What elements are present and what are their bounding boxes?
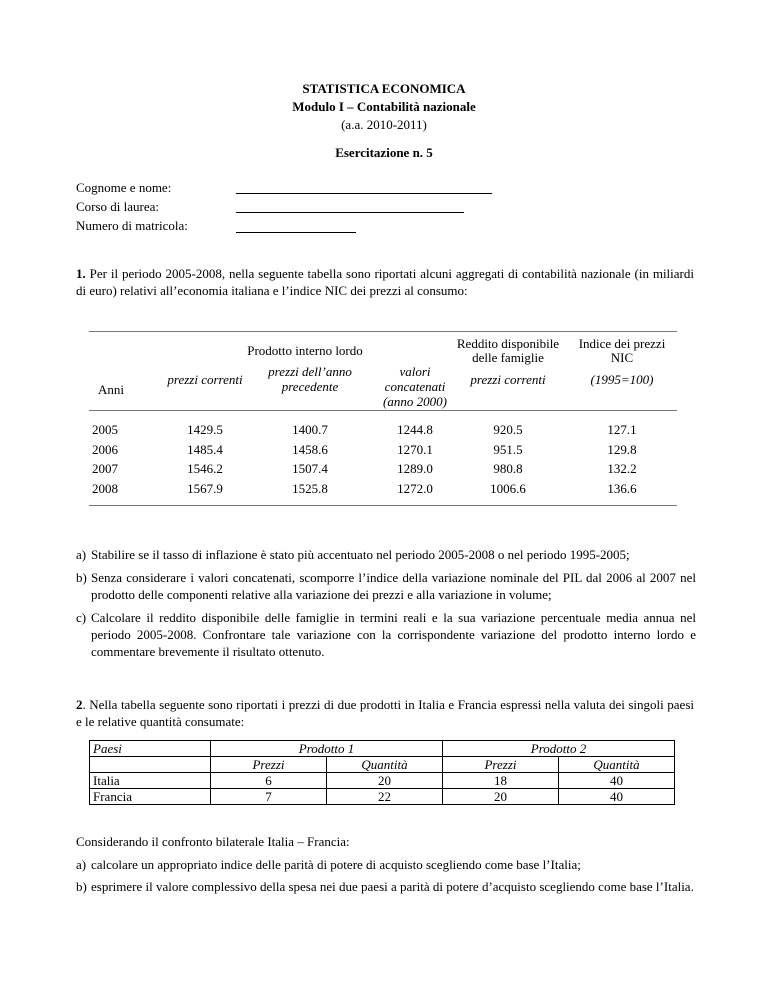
q1-item-a xyxy=(76,546,696,563)
t2-cell: 20 xyxy=(443,789,559,805)
table-header-rule xyxy=(89,410,677,411)
academic-year: (a.a. 2010-2011) xyxy=(341,117,427,132)
q2-number: 2 xyxy=(76,697,83,712)
q1-item-b-label: b) xyxy=(76,570,87,585)
header-reddito-2: delle famiglie xyxy=(472,350,544,365)
q2-lead: Considerando il confronto bilaterale Italia – Francia: xyxy=(76,834,350,849)
row-year: 2006 xyxy=(92,441,118,457)
table-row xyxy=(90,773,675,789)
header-indice-1: Indice dei prezzi xyxy=(578,336,666,351)
name-label: Cognome e nome: xyxy=(76,180,172,195)
q2-intro-text: . Nella tabella seguente sono riportati i prezzi di due prodotti in Italia e Francia espressi nella valuta dei singoli paesi e le relative quantità consumate: xyxy=(76,697,694,729)
q2-item-b-text: esprimere il valore complessivo della spesa nei due paesi a parità di potere d’acquisto scegliendo come base l’Italia. xyxy=(91,879,694,894)
table-cell: 132.2 xyxy=(607,461,637,476)
table-cell: 1272.0 xyxy=(397,480,433,496)
t2-cell: 40 xyxy=(559,789,675,805)
header-valori-3: (anno 2000) xyxy=(383,394,447,409)
table-cell: 1458.6 xyxy=(292,441,328,457)
t2-header-prezzi-1: Prezzi xyxy=(211,757,327,773)
table-cell: 1270.1 xyxy=(397,441,433,457)
t2-cell: Italia xyxy=(90,773,211,789)
header-reddito-1: Reddito disponibile xyxy=(456,336,560,351)
row-year: 2005 xyxy=(92,422,118,437)
q1-item-a-text: Stabilire se il tasso di inflazione è stato più accentuato nel periodo 2005-2008 o nel periodo 1995-2005; xyxy=(91,547,630,562)
table-cell: 1485.4 xyxy=(187,441,223,457)
q1-intro-text: Per il periodo 2005-2008, nella seguente tabella sono riportati alcuni aggregati di contabilità nazionale (in miliardi di euro) relativi all’economia italiana e l’indice NIC dei prezzi al consumo: xyxy=(76,266,694,298)
t2-header-quantita-1: Quantità xyxy=(327,757,443,773)
header-valori-2: concatenati xyxy=(384,379,446,394)
q1-item-b xyxy=(76,569,696,603)
name-blank-line[interactable] xyxy=(236,193,492,194)
q2-item-b-label: b) xyxy=(76,879,87,894)
table-cell: 136.6 xyxy=(607,480,637,496)
q2-item-a xyxy=(76,856,696,873)
q1-item-c-text: Calcolare il reddito disponibile delle famiglie in termini reali e la sua variazione percentuale media annua nel periodo 2005-2008. Confrontare tale variazione con la corrispondente variazione del prodotto interno lordo e commentare brevemente il risultato ottenuto. xyxy=(91,610,696,659)
q2-intro xyxy=(76,696,694,730)
q2-item-b xyxy=(76,878,696,895)
row-year: 2007 xyxy=(92,461,118,476)
table-cell: 1006.6 xyxy=(490,480,526,496)
t2-header-prod1: Prodotto 1 xyxy=(211,741,443,757)
header-indice-sub: (1995=100) xyxy=(590,372,654,387)
q1-item-b-text: Senza considerare i valori concatenati, scomporre l’indice della variazione nominale del PIL dal 2006 al 2007 nel prodotto delle componenti relative alla variazione dei prezzi e alla variazione in volume; xyxy=(91,570,696,602)
t2-cell: 22 xyxy=(327,789,443,805)
t2-cell: 6 xyxy=(211,773,327,789)
table-cell: 1429.5 xyxy=(187,422,223,437)
q2-table xyxy=(89,740,675,805)
t2-header-paesi: Paesi xyxy=(90,741,211,757)
module-title: Modulo I – Contabilità nazionale xyxy=(292,99,476,114)
t2-cell: 20 xyxy=(327,773,443,789)
q2-item-a-text: calcolare un appropriato indice delle parità di potere di acquisto scegliendo come base l’Italia; xyxy=(91,857,581,872)
t2-cell: Francia xyxy=(90,789,211,805)
row-year: 2008 xyxy=(92,480,118,496)
table-cell: 1507.4 xyxy=(292,461,328,476)
q1-intro xyxy=(76,265,694,299)
header-pil: Prodotto interno lordo xyxy=(247,343,363,358)
table-row xyxy=(90,789,675,805)
q1-item-a-label: a) xyxy=(76,547,87,562)
table-cell: 1289.0 xyxy=(397,461,433,476)
table-cell: 1567.9 xyxy=(187,480,223,496)
t2-header-prezzi-2: Prezzi xyxy=(443,757,559,773)
header-anno-prec-2: precedente xyxy=(281,379,339,394)
t2-cell: 7 xyxy=(211,789,327,805)
id-label: Numero di matricola: xyxy=(76,218,188,233)
t2-empty-cell xyxy=(90,757,211,773)
header-anno-prec-1: prezzi dell’anno xyxy=(268,364,352,379)
table-cell: 980.8 xyxy=(493,461,523,476)
course-label: Corso di laurea: xyxy=(76,199,160,214)
t2-cell: 40 xyxy=(559,773,675,789)
table-cell: 1525.8 xyxy=(292,480,328,496)
q1-number: 1. xyxy=(76,266,86,281)
t2-header-quantita-2: Quantità xyxy=(559,757,675,773)
table-cell: 951.5 xyxy=(493,441,523,457)
header-reddito-sub: prezzi correnti xyxy=(470,372,546,387)
exercise-title: Esercitazione n. 5 xyxy=(335,145,433,160)
id-blank-line[interactable] xyxy=(236,232,356,233)
table-bottom-rule xyxy=(89,505,677,506)
table-cell: 1244.8 xyxy=(397,422,433,437)
q1-item-c xyxy=(76,609,696,660)
header-anni: Anni xyxy=(98,382,124,397)
table-top-rule xyxy=(89,331,677,332)
doc-title: STATISTICA ECONOMICA xyxy=(302,81,466,96)
t2-header-prod2: Prodotto 2 xyxy=(443,741,675,757)
course-blank-line[interactable] xyxy=(236,212,464,213)
q1-item-c-label: c) xyxy=(76,610,87,625)
table-cell: 129.8 xyxy=(607,441,637,457)
q2-item-a-label: a) xyxy=(76,857,87,872)
t2-cell: 18 xyxy=(443,773,559,789)
header-indice-2: NIC xyxy=(610,350,634,365)
table-cell: 1546.2 xyxy=(187,461,223,476)
header-valori-1: valori xyxy=(399,364,431,379)
table-cell: 127.1 xyxy=(607,422,637,437)
table-cell: 920.5 xyxy=(493,422,523,437)
header-prezzi-correnti: prezzi correnti xyxy=(167,372,243,387)
table-cell: 1400.7 xyxy=(292,422,328,437)
